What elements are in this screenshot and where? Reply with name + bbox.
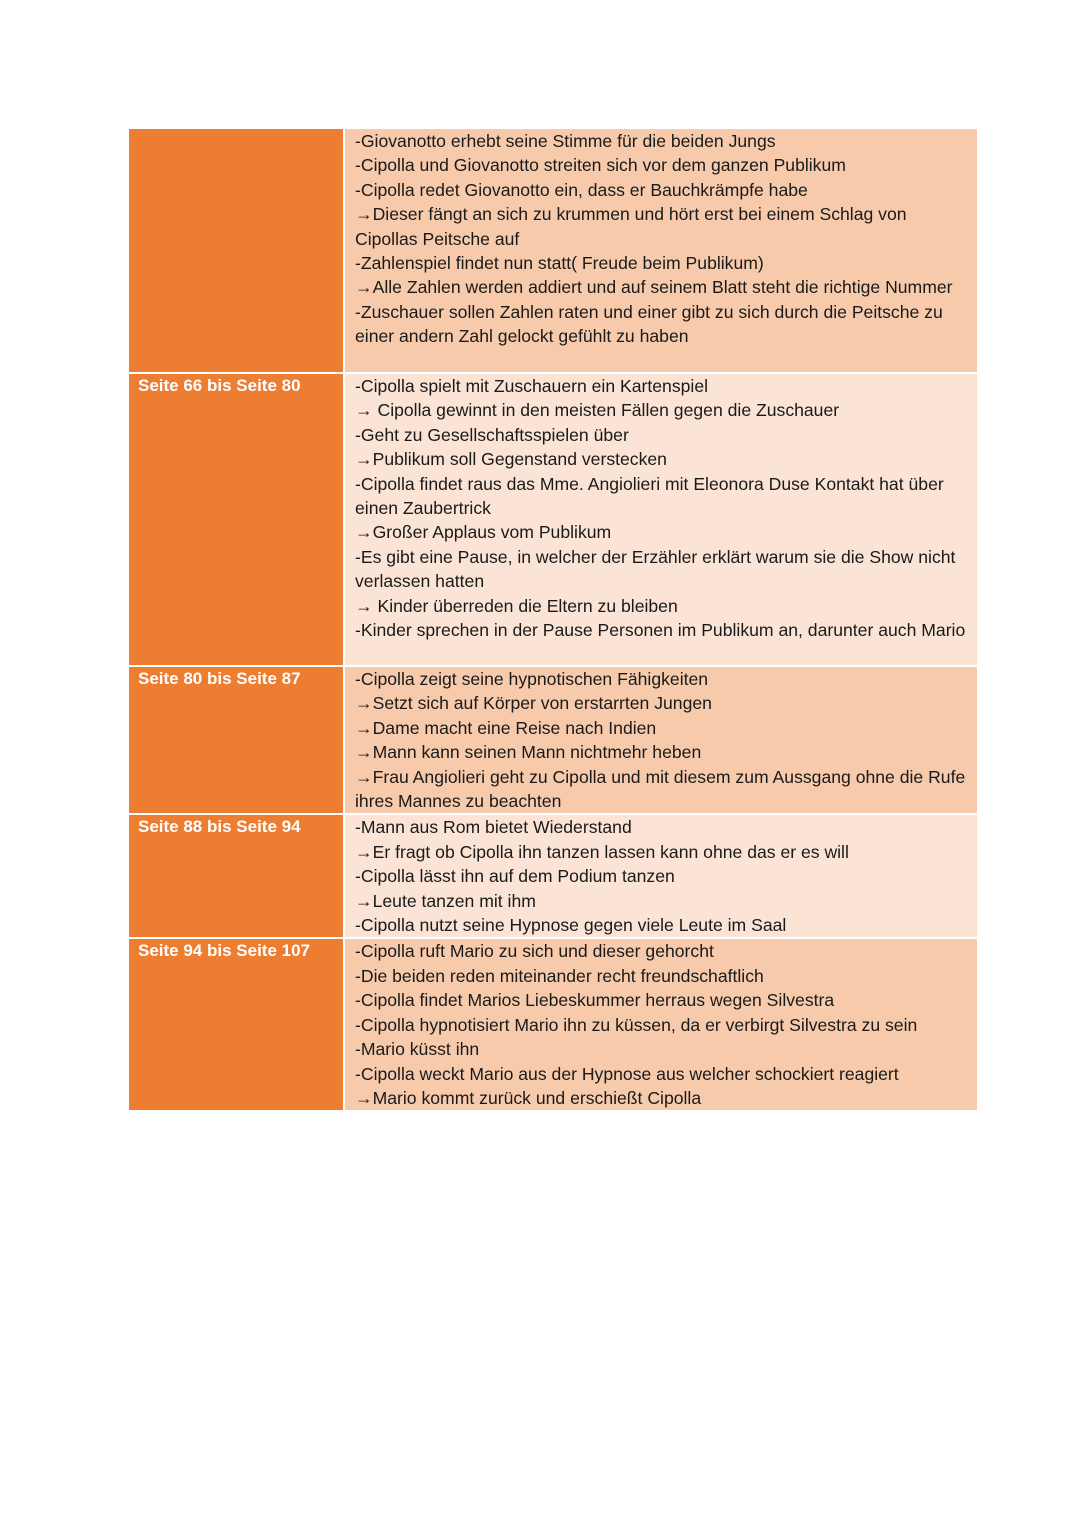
summary-line: →Großer Applaus vom Publikum (355, 522, 612, 543)
summary-table (129, 129, 977, 1110)
summary-line: -Cipolla weckt Mario aus der Hypnose aus welcher schockiert reagiert (355, 1063, 899, 1084)
summary-line: →Leute tanzen mit ihm (355, 890, 536, 911)
summary-line: →Er fragt ob Cipolla ihn tanzen lassen kann ohne das er es will (355, 841, 849, 862)
table-row (129, 129, 977, 374)
summary-line: -Cipolla und Giovanotto streiten sich vor dem ganzen Publikum (355, 155, 846, 176)
summary-cell (345, 939, 977, 1110)
summary-line: →Publikum soll Gegenstand verstecken (355, 449, 667, 470)
summary-line: -Zahlenspiel findet nun statt( Freude beim Publikum) (355, 253, 764, 274)
summary-line: -Cipolla nutzt seine Hypnose gegen viele Leute im Saal (355, 915, 787, 936)
summary-line: → Cipolla gewinnt in den meisten Fällen gegen die Zuschauer (355, 400, 840, 421)
summary-line: →Mann kann seinen Mann nichtmehr heben (355, 742, 702, 763)
summary-line: -Cipolla redet Giovanotto ein, dass er Bauchkrämpfe habe (355, 179, 808, 200)
summary-line: → Kinder überreden die Eltern zu bleiben (355, 595, 678, 616)
summary-line: →Dieser fängt an sich zu krummen und hört erst bei einem Schlag von Cipollas Peitsche auf (355, 204, 907, 249)
summary-line: -Cipolla hypnotisiert Mario ihn zu küssen, da er verbirgt Silvestra zu sein (355, 1014, 918, 1035)
page-range-label: Seite 88 bis Seite 94 (129, 815, 345, 939)
summary-line: →Mario kommt zurück und erschießt Cipolla (355, 1087, 702, 1108)
table-row (129, 667, 977, 815)
summary-line: -Cipolla findet raus das Mme. Angiolieri mit Eleonora Duse Kontakt hat über einen Zaubertrick (355, 473, 944, 519)
table-row (129, 815, 977, 939)
summary-line: -Mario küsst ihn (355, 1039, 480, 1060)
summary-line: -Die beiden reden miteinander recht freundschaftlich (355, 965, 764, 986)
summary-line: -Mann aus Rom bietet Wiederstand (355, 817, 632, 838)
table-row (129, 374, 977, 667)
summary-line: →Dame macht eine Reise nach Indien (355, 717, 657, 738)
summary-line: -Kinder sprechen in der Pause Personen im Publikum an, darunter auch Mario (355, 620, 966, 641)
summary-line: -Zuschauer sollen Zahlen raten und einer gibt zu sich durch die Peitsche zu einer andern Zahl gelockt gefühlt zu haben (355, 301, 943, 347)
page-range-label: Seite 94 bis Seite 107 (129, 939, 345, 1110)
page-range-label: Seite 66 bis Seite 80 (129, 374, 345, 667)
table-row (129, 939, 977, 1110)
summary-line: -Es gibt eine Pause, in welcher der Erzähler erklärt warum sie die Show nicht verlassen hatten (355, 546, 956, 592)
summary-line: -Cipolla spielt mit Zuschauern ein Kartenspiel (355, 376, 709, 396)
summary-line: -Giovanotto erhebt seine Stimme für die beiden Jungs (355, 131, 776, 151)
summary-cell (345, 667, 977, 815)
summary-line: -Cipolla zeigt seine hypnotischen Fähigkeiten (355, 669, 709, 689)
summary-line: -Cipolla lässt ihn auf dem Podium tanzen (355, 866, 675, 887)
page-range-label (129, 129, 345, 374)
summary-line: →Frau Angiolieri geht zu Cipolla und mit diesem zum Aussgang ohne die Rufe ihres Mannes zu beachten (355, 766, 966, 812)
summary-line: -Geht zu Gesellschaftsspielen über (355, 424, 629, 445)
summary-line: -Cipolla ruft Mario zu sich und dieser gehorcht (355, 941, 714, 962)
summary-cell (345, 129, 977, 374)
summary-cell (345, 815, 977, 939)
summary-cell (345, 374, 977, 667)
summary-line: →Setzt sich auf Körper von erstarrten Jungen (355, 693, 712, 714)
summary-line: →Alle Zahlen werden addiert und auf seinem Blatt steht die richtige Nummer (355, 277, 953, 298)
page-range-label: Seite 80 bis Seite 87 (129, 667, 345, 815)
summary-line: -Cipolla findet Marios Liebeskummer herraus wegen Silvestra (355, 990, 835, 1011)
